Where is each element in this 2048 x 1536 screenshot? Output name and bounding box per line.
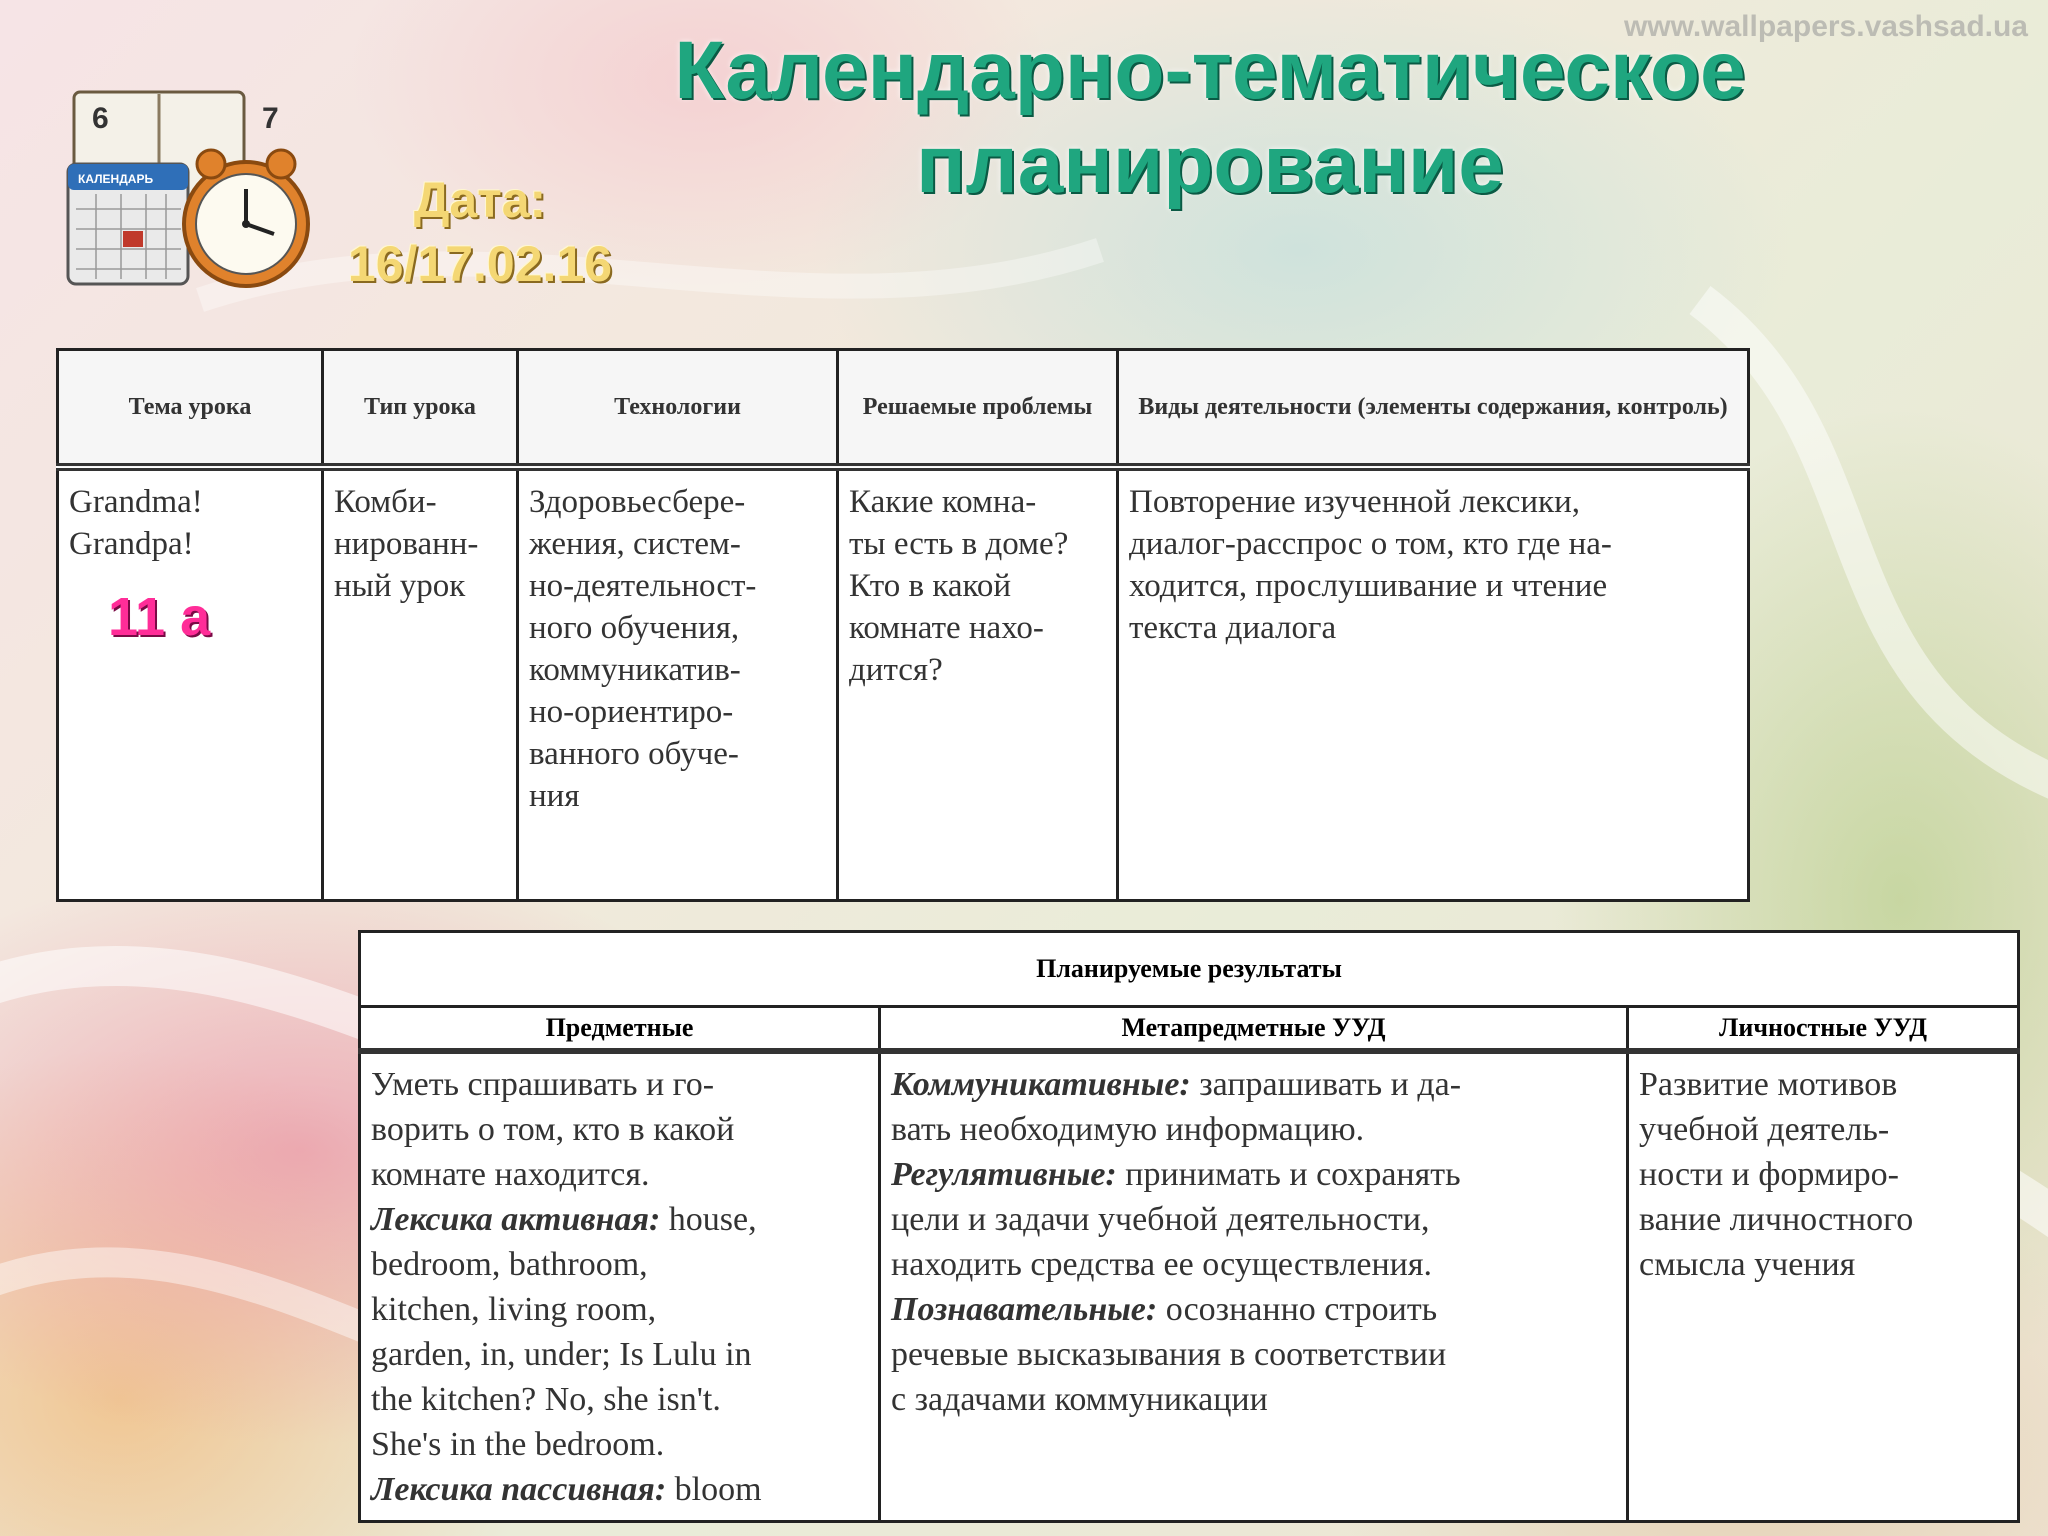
tech-line: но-ориентиро- bbox=[529, 694, 734, 730]
calendar-clock-icon bbox=[66, 84, 316, 294]
date-label: Дата: bbox=[413, 172, 547, 228]
type-line: нированн- bbox=[334, 526, 479, 562]
meta-line: вать необходимую информацию. bbox=[891, 1111, 1365, 1148]
meta-line: цели и задачи учебной деятельности, bbox=[891, 1201, 1430, 1238]
personal-line: Развитие мотивов bbox=[1639, 1066, 1898, 1103]
reg-text: принимать и сохранять bbox=[1116, 1156, 1461, 1193]
activities-line: текста диалога bbox=[1129, 610, 1337, 646]
tech-line: ния bbox=[529, 778, 580, 814]
problems-line: дится? bbox=[849, 652, 943, 688]
calendar-label: КАЛЕНДАРЬ bbox=[78, 172, 154, 186]
cell-activities bbox=[1118, 467, 1749, 901]
subject-line: Уметь спрашивать и го- bbox=[371, 1066, 715, 1103]
problems-line: ты есть в доме? bbox=[849, 526, 1069, 562]
header-activities: Виды деятельности (элементы содержания, контроль) bbox=[1118, 350, 1749, 468]
calendar-page-right: 7 bbox=[262, 102, 279, 135]
date-value: 16/17.02.16 bbox=[347, 236, 613, 292]
cog-label: Познавательные: bbox=[891, 1291, 1158, 1328]
active-vocab-line bbox=[371, 1197, 868, 1242]
tech-line: Здоровьесбере- bbox=[529, 484, 746, 520]
topic-line: Grandpa! bbox=[69, 526, 194, 562]
tech-line: но-деятельност- bbox=[529, 568, 757, 604]
subject-line: garden, in, under; Is Lulu in bbox=[371, 1336, 752, 1373]
subject-line: kitchen, living room, bbox=[371, 1291, 657, 1328]
page-title bbox=[560, 24, 1860, 212]
personal-line: смысла учения bbox=[1639, 1246, 1856, 1283]
meta-line: находить средства ее осуществления. bbox=[891, 1246, 1432, 1283]
calendar-page-left: 6 bbox=[92, 102, 109, 135]
subheader-meta: Метапредметные УУД bbox=[880, 1007, 1628, 1052]
subject-line: ворить о том, кто в какой bbox=[371, 1111, 735, 1148]
planned-results-table bbox=[358, 930, 2020, 1523]
results-header: Планируемые результаты bbox=[360, 932, 2019, 1007]
reg-label: Регулятивные: bbox=[891, 1156, 1117, 1193]
activities-line: диалог-расспрос о том, кто где на- bbox=[1129, 526, 1612, 562]
cell-technologies bbox=[518, 467, 838, 901]
comm-label: Коммуникативные: bbox=[891, 1066, 1191, 1103]
lesson-table-header-row bbox=[58, 350, 1749, 468]
cell-problems bbox=[838, 467, 1118, 901]
cell-type bbox=[323, 467, 518, 901]
tech-line: коммуникатив- bbox=[529, 652, 741, 688]
lesson-plan-table bbox=[56, 348, 1750, 902]
personal-line: учебной деятель- bbox=[1639, 1111, 1890, 1148]
tech-line: ного обучения, bbox=[529, 610, 740, 646]
topic-line: Grandma! bbox=[69, 484, 203, 520]
cog-line bbox=[891, 1287, 1616, 1332]
active-vocab-text: house, bbox=[660, 1201, 757, 1238]
header-type: Тип урока bbox=[323, 350, 518, 468]
table-row bbox=[360, 1051, 2019, 1522]
activities-line: ходится, прослушивание и чтение bbox=[1129, 568, 1608, 604]
cell-subject-results bbox=[360, 1051, 880, 1522]
header-technologies: Технологии bbox=[518, 350, 838, 468]
comm-text: запрашивать и да- bbox=[1190, 1066, 1462, 1103]
passive-vocab-text: bloom bbox=[666, 1471, 762, 1508]
cog-text: осознанно строить bbox=[1157, 1291, 1438, 1328]
type-line: Комби- bbox=[334, 484, 437, 520]
title-line-1: Календарно-тематическое bbox=[674, 25, 1746, 116]
passive-vocab-label: Лексика пассивная: bbox=[371, 1471, 667, 1508]
cell-meta-results bbox=[880, 1051, 1628, 1522]
tech-line: ванного обуче- bbox=[529, 736, 739, 772]
subject-line: комнате находится. bbox=[371, 1156, 650, 1193]
subject-line: the kitchen? No, she isn't. bbox=[371, 1381, 721, 1418]
subheader-subject: Предметные bbox=[360, 1007, 880, 1052]
personal-line: вание личностного bbox=[1639, 1201, 1914, 1238]
title-line-2: планирование bbox=[916, 119, 1504, 210]
subject-line: She's in the bedroom. bbox=[371, 1426, 665, 1463]
problems-line: Какие комна- bbox=[849, 484, 1037, 520]
passive-vocab-line bbox=[371, 1467, 868, 1512]
meta-line: речевые высказывания в соответствии bbox=[891, 1336, 1447, 1373]
problems-line: комнате нахо- bbox=[849, 610, 1044, 646]
table-row bbox=[58, 467, 1749, 901]
problems-line: Кто в какой bbox=[849, 568, 1012, 604]
subheader-personal: Личностные УУД bbox=[1628, 1007, 2019, 1052]
header-problems: Решаемые проблемы bbox=[838, 350, 1118, 468]
tech-line: жения, систем- bbox=[529, 526, 741, 562]
meta-line: с задачами коммуникации bbox=[891, 1381, 1268, 1418]
subject-line: bedroom, bathroom, bbox=[371, 1246, 648, 1283]
type-line: ный урок bbox=[334, 568, 466, 604]
cell-personal-results bbox=[1628, 1051, 2019, 1522]
comm-line bbox=[891, 1062, 1616, 1107]
personal-line: ности и формиро- bbox=[1639, 1156, 1899, 1193]
header-topic: Тема урока bbox=[58, 350, 323, 468]
reg-line bbox=[891, 1152, 1616, 1197]
watermark-text: www.wallpapers.vashsad.ua bbox=[1623, 10, 2028, 43]
active-vocab-label: Лексика активная: bbox=[371, 1201, 661, 1238]
activities-line: Повторение изученной лексики, bbox=[1129, 484, 1580, 520]
class-label: 11 а bbox=[108, 587, 211, 647]
cell-topic bbox=[58, 467, 323, 901]
